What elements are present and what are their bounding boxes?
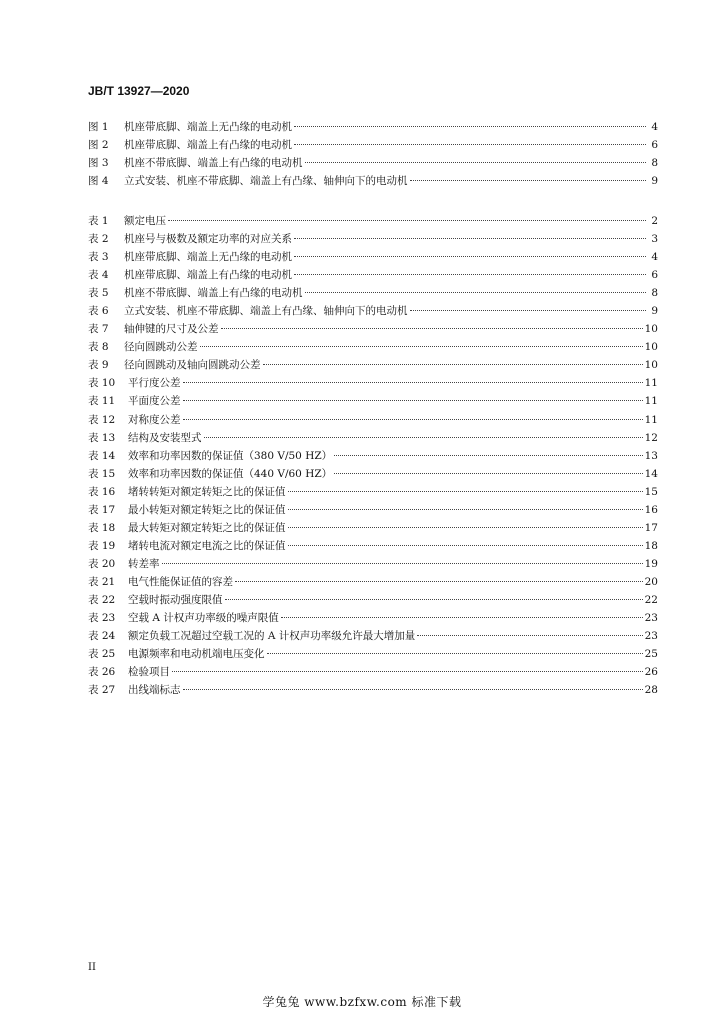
table-entry-title: 额定负载工况超过空载工况的 A 计权声功率级允许最大增加量 [128, 630, 416, 643]
table-entry-title: 径向圆跳动及轴向圆跳动公差 [124, 359, 261, 372]
table-entry-number: 表 13 [88, 431, 116, 444]
table-entry-title: 径向圆跳动公差 [124, 341, 198, 354]
table-entry-label [88, 573, 233, 591]
table-entry-page: 10 [644, 341, 658, 354]
table-entry[interactable] [88, 645, 658, 663]
dot-leader [221, 328, 643, 329]
table-entry-title: 轴伸键的尺寸及公差 [124, 323, 219, 336]
table-entry-number: 表 14 [88, 449, 116, 462]
table-entry-number: 表 9 [88, 359, 109, 372]
table-list [88, 212, 658, 699]
figure-entry-label [88, 154, 303, 172]
figure-entry-number: 图 1 [88, 121, 109, 133]
table-entry-title: 结构及安装型式 [128, 431, 202, 444]
dot-leader [183, 400, 643, 401]
table-entry-label [88, 609, 279, 627]
table-entry-label [88, 392, 181, 410]
dot-leader [225, 599, 643, 600]
table-entry-label [88, 465, 332, 483]
table-entry-label [88, 555, 160, 573]
table-entry[interactable] [88, 681, 658, 699]
table-entry-label [88, 429, 202, 447]
table-entry-title: 转差率 [128, 557, 160, 570]
table-entry-title: 立式安装、机座不带底脚、端盖上有凸缘、轴伸向下的电动机 [124, 305, 408, 318]
figure-entry-page: 6 [651, 139, 658, 152]
dot-leader [281, 617, 643, 618]
table-entry-page: 13 [644, 449, 658, 462]
table-entry-number: 表 4 [88, 269, 109, 282]
table-entry[interactable] [88, 320, 658, 338]
table-entry-title: 最大转矩对额定转矩之比的保证值 [128, 521, 286, 534]
table-entry-title: 堵转电流对额定电流之比的保证值 [128, 539, 286, 552]
figure-entry-number: 图 3 [88, 157, 109, 170]
figure-entry-page: 8 [651, 157, 658, 170]
table-entry-label [88, 627, 415, 645]
figure-entry-label [88, 136, 292, 154]
table-entry-number: 表 10 [88, 377, 116, 390]
dot-leader [294, 274, 646, 275]
table-entry-number: 表 11 [88, 395, 116, 408]
table-entry-title: 效率和功率因数的保证值（440 V/60 HZ） [128, 467, 333, 480]
figure-entry[interactable] [88, 172, 658, 190]
figure-list [88, 118, 658, 190]
table-entry-title: 机座号与极数及额定功率的对应关系 [124, 233, 292, 246]
table-entry-page: 11 [644, 413, 658, 426]
table-entry-number: 表 15 [88, 467, 116, 480]
table-entry-title: 电源频率和电动机端电压变化 [128, 648, 265, 661]
table-entry-page: 17 [644, 521, 658, 534]
dot-leader [204, 437, 643, 438]
dot-leader [200, 346, 643, 347]
table-entry-number: 表 8 [88, 341, 109, 354]
table-entry-label [88, 266, 292, 284]
table-entry[interactable] [88, 555, 658, 573]
table-entry-page: 10 [644, 323, 658, 336]
table-entry[interactable] [88, 447, 658, 465]
table-entry-number: 表 6 [88, 305, 109, 318]
table-entry-page: 23 [644, 630, 658, 643]
table-entry-number: 表 24 [88, 630, 116, 643]
table-entry-title: 平行度公差 [128, 377, 181, 390]
table-entry-title: 额定电压 [124, 215, 166, 227]
dot-leader [334, 455, 642, 456]
table-entry[interactable] [88, 609, 658, 627]
table-entry-label [88, 230, 292, 248]
table-entry-title: 对称度公差 [128, 413, 181, 426]
table-entry-number: 表 23 [88, 612, 116, 625]
dot-leader [263, 364, 643, 365]
table-entry-number: 表 7 [88, 323, 109, 336]
table-entry-label [88, 537, 286, 555]
figure-entry[interactable] [88, 118, 658, 136]
table-entry-label [88, 284, 303, 302]
table-entry-label [88, 248, 292, 266]
table-entry[interactable] [88, 627, 658, 645]
table-entry-page: 22 [644, 593, 658, 606]
table-entry-label [88, 302, 408, 320]
table-entry-title: 最小转矩对额定转矩之比的保证值 [128, 503, 286, 516]
dot-leader [267, 653, 643, 654]
table-entry-page: 20 [644, 575, 658, 588]
table-entry-label [88, 519, 286, 537]
table-entry-label [88, 591, 223, 609]
table-entry-title: 堵转转矩对额定转矩之比的保证值 [128, 485, 286, 498]
table-entry[interactable] [88, 465, 658, 483]
table-entry[interactable] [88, 537, 658, 555]
table-entry-label [88, 681, 181, 699]
dot-leader [183, 419, 643, 420]
table-entry[interactable] [88, 501, 658, 519]
table-entry[interactable] [88, 429, 658, 447]
figure-entry-page: 4 [651, 121, 658, 133]
table-entry-title: 检验项目 [128, 666, 170, 679]
table-entry-label [88, 501, 286, 519]
table-entry-label [88, 447, 332, 465]
dot-leader [410, 310, 647, 311]
table-entry-page: 11 [644, 377, 658, 390]
table-entry-title: 平面度公差 [128, 395, 181, 408]
table-entry-page: 11 [644, 395, 658, 408]
dot-leader [168, 220, 646, 221]
table-entry-page: 15 [644, 485, 658, 498]
table-entry-title: 效率和功率因数的保证值（380 V/50 HZ） [128, 449, 333, 462]
table-entry-label [88, 411, 181, 429]
figure-entry-number: 图 4 [88, 175, 109, 188]
table-entry-page: 16 [644, 503, 658, 516]
table-entry[interactable] [88, 374, 658, 392]
dot-leader [334, 473, 642, 474]
dot-leader [294, 144, 646, 145]
dot-leader [235, 581, 643, 582]
table-entry-page: 26 [644, 666, 658, 679]
table-entry-page: 28 [644, 684, 658, 697]
table-entry-number: 表 16 [88, 485, 116, 498]
table-entry[interactable] [88, 230, 658, 248]
table-entry-page: 12 [644, 431, 658, 444]
table-entry[interactable] [88, 519, 658, 537]
table-entry-number: 表 18 [88, 521, 116, 534]
table-entry-number: 表 22 [88, 593, 116, 606]
table-entry-title: 空载时振动强度限值 [128, 593, 223, 606]
table-entry-page: 10 [644, 359, 658, 372]
table-entry-label [88, 320, 219, 338]
table-entry[interactable] [88, 356, 658, 374]
table-entry-title: 空载 A 计权声功率级的噪声限值 [128, 612, 279, 625]
table-entry[interactable] [88, 266, 658, 284]
table-entry-page: 6 [651, 269, 658, 282]
table-entry-page: 2 [651, 215, 658, 227]
table-entry-number: 表 21 [88, 575, 116, 588]
figure-entry-label [88, 172, 408, 190]
table-entry-number: 表 3 [88, 251, 109, 264]
table-entry-title: 机座带底脚、端盖上有凸缘的电动机 [124, 269, 292, 282]
table-entry-title: 机座不带底脚、端盖上有凸缘的电动机 [124, 287, 303, 300]
table-entry-label [88, 338, 198, 356]
table-entry-number: 表 1 [88, 215, 109, 227]
figure-entry-label [88, 118, 292, 136]
dot-leader [183, 689, 643, 690]
table-entry-label [88, 663, 170, 681]
table-entry-title: 出线端标志 [128, 684, 181, 697]
table-entry-number: 表 19 [88, 539, 116, 552]
table-entry-page: 3 [651, 233, 658, 246]
figure-entry-title: 立式安装、机座不带底脚、端盖上有凸缘、轴伸向下的电动机 [124, 175, 408, 188]
document-code: JB/T 13927—2020 [88, 84, 190, 98]
dot-leader [294, 238, 646, 239]
figure-entry-title: 机座带底脚、端盖上无凸缘的电动机 [124, 121, 292, 133]
dot-leader [305, 292, 647, 293]
dot-leader [305, 162, 647, 163]
table-entry-label [88, 645, 265, 663]
figure-entry[interactable] [88, 154, 658, 172]
table-entry-page: 18 [644, 539, 658, 552]
table-entry-number: 表 26 [88, 666, 116, 679]
table-entry-page: 25 [644, 648, 658, 661]
table-entry-label [88, 374, 181, 392]
table-entry-label [88, 483, 286, 501]
table-entry-page: 8 [651, 287, 658, 300]
page-number: II [88, 962, 96, 973]
figure-entry-title: 机座不带底脚、端盖上有凸缘的电动机 [124, 157, 303, 170]
dot-leader [183, 382, 643, 383]
dot-leader [288, 545, 643, 546]
table-entry-number: 表 2 [88, 233, 109, 246]
table-entry-page: 23 [644, 612, 658, 625]
table-entry[interactable] [88, 212, 658, 230]
table-entry[interactable] [88, 483, 658, 501]
table-entry[interactable] [88, 411, 658, 429]
dot-leader [294, 126, 646, 127]
table-entry[interactable] [88, 248, 658, 266]
table-entry[interactable] [88, 573, 658, 591]
table-entry-label [88, 356, 261, 374]
dot-leader [417, 635, 642, 636]
table-entry-number: 表 5 [88, 287, 109, 300]
table-entry-label [88, 212, 166, 230]
table-entry-page: 9 [651, 305, 658, 318]
table-entry[interactable] [88, 663, 658, 681]
dot-leader [162, 563, 643, 564]
table-entry[interactable] [88, 392, 658, 410]
dot-leader [172, 671, 643, 672]
table-entry[interactable] [88, 284, 658, 302]
figure-entry-page: 9 [651, 175, 658, 188]
dot-leader [410, 180, 647, 181]
table-entry-number: 表 25 [88, 648, 116, 661]
table-entry-title: 电气性能保证值的容差 [128, 575, 233, 588]
table-entry-number: 表 12 [88, 413, 116, 426]
table-entry-page: 14 [644, 467, 658, 480]
footer-watermark: 学兔兔 www.bzfxw.com 标准下载 [262, 995, 462, 1009]
table-entry[interactable] [88, 591, 658, 609]
table-entry-number: 表 20 [88, 557, 116, 570]
figure-entry-title: 机座带底脚、端盖上有凸缘的电动机 [124, 139, 292, 152]
dot-leader [294, 256, 646, 257]
figure-entry-number: 图 2 [88, 139, 109, 152]
table-entry-page: 4 [651, 251, 658, 264]
table-entry-number: 表 17 [88, 503, 116, 516]
dot-leader [288, 527, 643, 528]
table-entry-page: 19 [644, 557, 658, 570]
table-entry-number: 表 27 [88, 684, 116, 697]
table-entry-title: 机座带底脚、端盖上无凸缘的电动机 [124, 251, 292, 264]
dot-leader [288, 491, 643, 492]
table-entry[interactable] [88, 338, 658, 356]
figure-entry[interactable] [88, 136, 658, 154]
table-entry[interactable] [88, 302, 658, 320]
dot-leader [288, 509, 643, 510]
